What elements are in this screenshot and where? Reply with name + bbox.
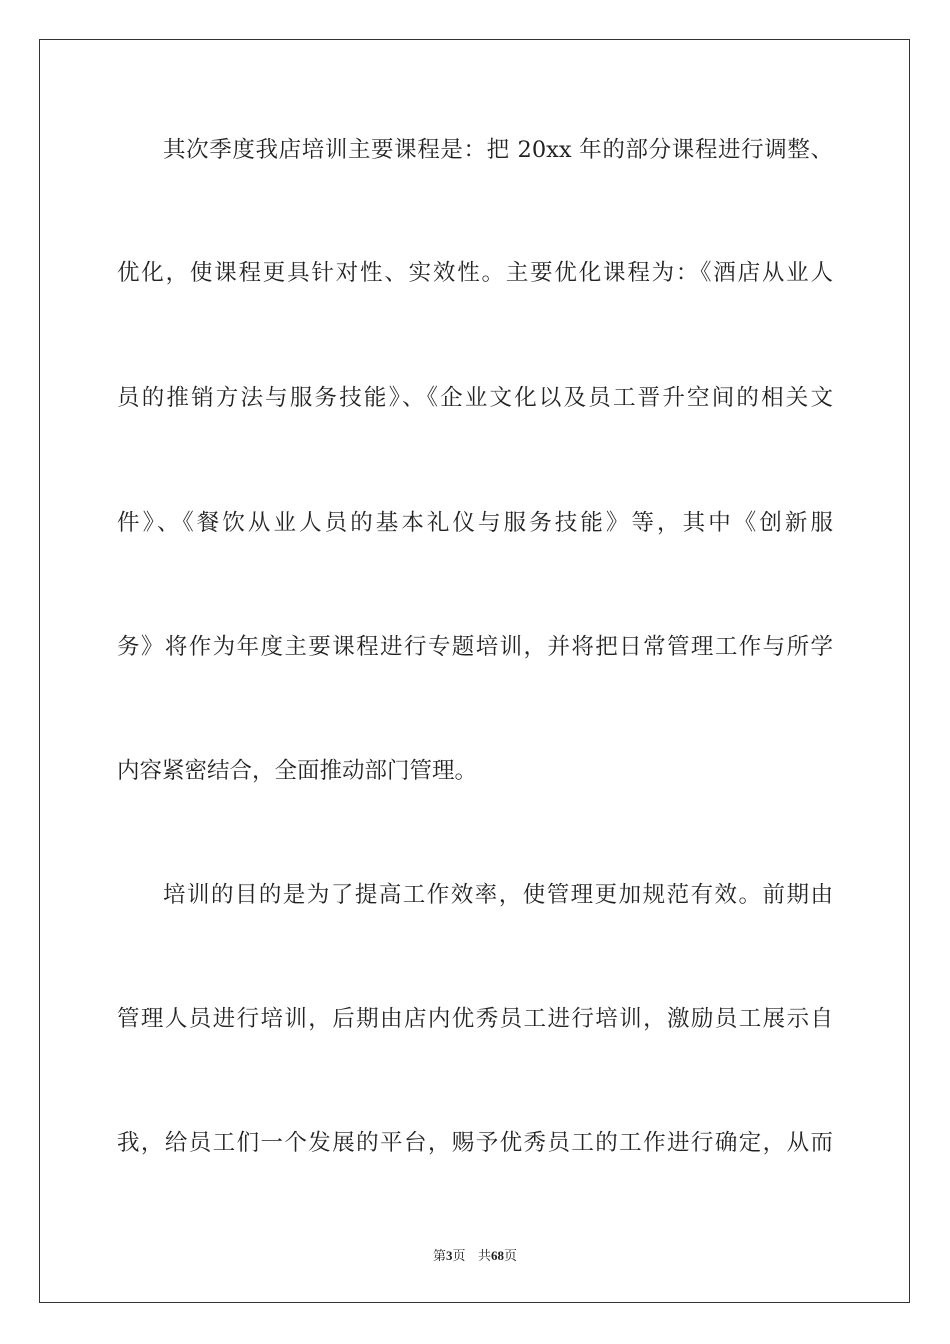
page-prefix: 第 — [433, 1249, 447, 1264]
paragraph-2-line-1: 培训的目的是为了提高工作效率，使管理更加规范有效。前期由 — [163, 882, 833, 908]
paragraph-2-line-3: 我，给员工们一个发展的平台，赐予优秀员工的工作进行确定，从而 — [117, 1130, 833, 1156]
page-footer — [0, 1247, 950, 1266]
paragraph-1-line-6: 内容紧密结合，全面推动部门管理。 — [117, 758, 478, 784]
page-suffix: 页 — [452, 1249, 466, 1264]
paragraph-1-line-5: 务》将作为年度主要课程进行专题培训，并将把日常管理工作与所学 — [117, 634, 833, 660]
paragraph-1-line-1: 其次季度我店培训主要课程是：把 20xx 年的部分课程进行调整、 — [163, 137, 833, 163]
paragraph-2-line-2: 管理人员进行培训，后期由店内优秀员工进行培训，激励员工展示自 — [117, 1006, 833, 1032]
paragraph-1-line-2: 优化，使课程更具针对性、实效性。主要优化课程为：《酒店从业人 — [117, 260, 833, 286]
page-border — [39, 39, 910, 1303]
total-suffix: 页 — [503, 1249, 517, 1264]
page-number: 3 — [446, 1248, 453, 1263]
paragraph-1-line-3: 员的推销方法与服务技能》、《企业文化以及员工晋升空间的相关文 — [117, 385, 833, 411]
total-prefix: 共 — [477, 1249, 491, 1264]
total-pages: 68 — [490, 1248, 504, 1263]
paragraph-1-line-4: 件》、《餐饮从业人员的基本礼仪与服务技能》等，其中《创新服 — [117, 510, 833, 536]
